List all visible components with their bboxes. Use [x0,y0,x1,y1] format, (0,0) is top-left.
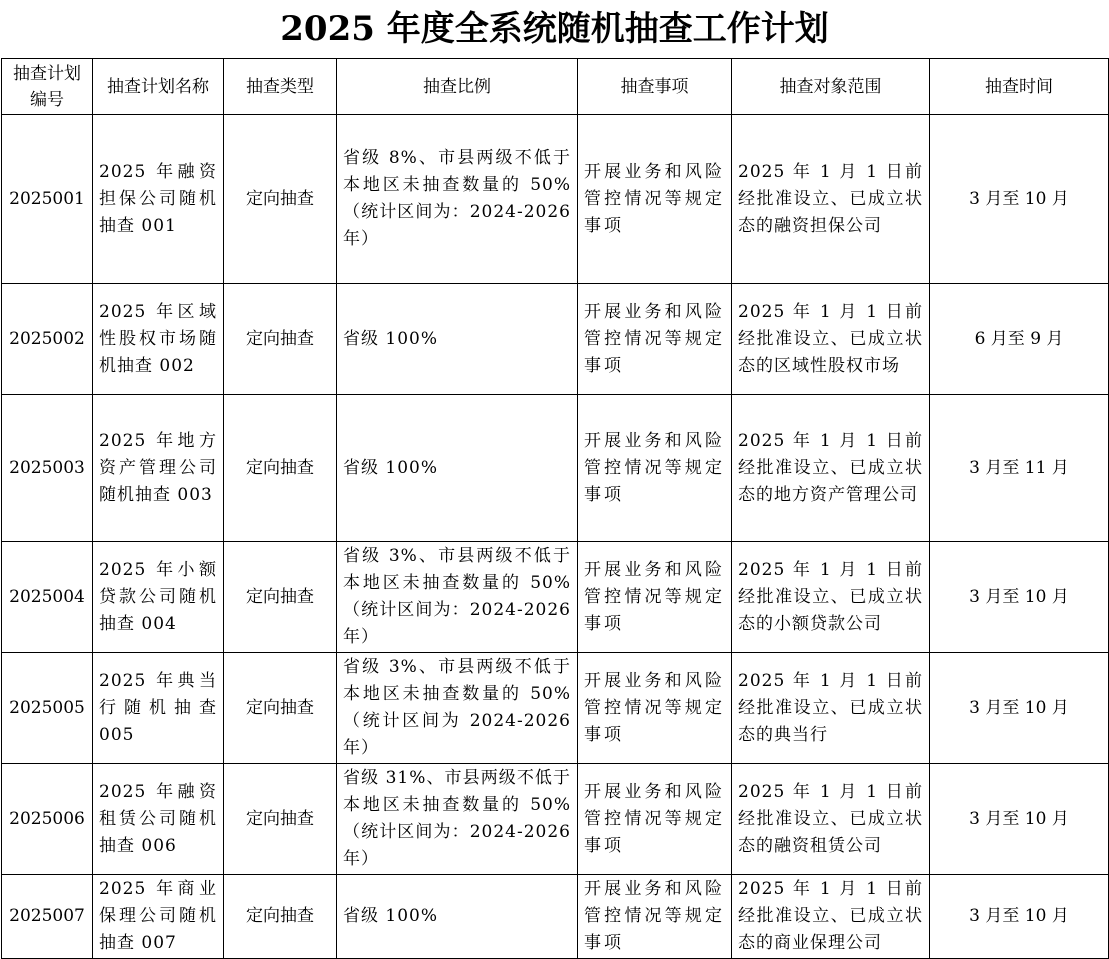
page-title: 2025 年度全系统随机抽查工作计划 [280,9,829,49]
plan-time: 3 月至 10 月 [930,875,1109,959]
plan-type: 定向抽查 [224,875,337,959]
header-plan-name: 抽查计划名称 [93,59,224,115]
plan-scope: 2025 年 1 月 1 日前经批准设立、已成立状态的商业保理公司 [732,875,930,959]
table-row [2,395,1109,542]
header-ratio: 抽查比例 [337,59,578,115]
plan-ratio: 省级 3%、市县两级不低于本地区未抽查数量的 50%（统计区间为 2024-2026 年） [337,653,578,764]
plan-items: 开展业务和风险管控情况等规定事项 [578,395,732,542]
plan-name: 2025 年地方资产管理公司随机抽查 003 [93,395,224,542]
plan-items: 开展业务和风险管控情况等规定事项 [578,284,732,395]
header-row [2,59,1109,115]
plan-name: 2025 年融资担保公司随机抽查 001 [93,115,224,284]
plan-items: 开展业务和风险管控情况等规定事项 [578,115,732,284]
plan-id: 2025003 [2,395,93,542]
plan-type: 定向抽查 [224,764,337,875]
plan-time: 3 月至 10 月 [930,542,1109,653]
plan-id: 2025006 [2,764,93,875]
plan-id: 2025002 [2,284,93,395]
plan-items: 开展业务和风险管控情况等规定事项 [578,653,732,764]
plan-ratio: 省级 8%、市县两级不低于本地区未抽查数量的 50%（统计区间为：2024-2026 年） [337,115,578,284]
plan-id: 2025005 [2,653,93,764]
table-row [2,284,1109,395]
header-type: 抽查类型 [224,59,337,115]
plan-items: 开展业务和风险管控情况等规定事项 [578,542,732,653]
plan-scope: 2025 年 1 月 1 日前经批准设立、已成立状态的地方资产管理公司 [732,395,930,542]
plan-table [1,58,1109,959]
plan-scope: 2025 年 1 月 1 日前经批准设立、已成立状态的融资租赁公司 [732,764,930,875]
plan-name: 2025 年融资租赁公司随机抽查 006 [93,764,224,875]
table-row [2,542,1109,653]
plan-name: 2025 年典当行随机抽查 005 [93,653,224,764]
plan-scope: 2025 年 1 月 1 日前经批准设立、已成立状态的典当行 [732,653,930,764]
plan-type: 定向抽查 [224,542,337,653]
table-row [2,115,1109,284]
plan-name: 2025 年小额贷款公司随机抽查 004 [93,542,224,653]
plan-time: 3 月至 10 月 [930,764,1109,875]
plan-scope: 2025 年 1 月 1 日前经批准设立、已成立状态的区域性股权市场 [732,284,930,395]
plan-ratio: 省级 3%、市县两级不低于本地区未抽查数量的 50%（统计区间为：2024-2026 年） [337,542,578,653]
plan-name: 2025 年商业保理公司随机抽查 007 [93,875,224,959]
plan-ratio: 省级 100% [337,284,578,395]
header-time: 抽查时间 [930,59,1109,115]
plan-type: 定向抽查 [224,653,337,764]
plan-type: 定向抽查 [224,284,337,395]
plan-time: 3 月至 10 月 [930,115,1109,284]
plan-name: 2025 年区域性股权市场随机抽查 002 [93,284,224,395]
plan-type: 定向抽查 [224,115,337,284]
plan-id: 2025007 [2,875,93,959]
plan-scope: 2025 年 1 月 1 日前经批准设立、已成立状态的小额贷款公司 [732,542,930,653]
plan-items: 开展业务和风险管控情况等规定事项 [578,875,732,959]
plan-time: 3 月至 11 月 [930,395,1109,542]
plan-time: 6 月至 9 月 [930,284,1109,395]
plan-id: 2025001 [2,115,93,284]
table-row [2,653,1109,764]
plan-items: 开展业务和风险管控情况等规定事项 [578,764,732,875]
plan-time: 3 月至 10 月 [930,653,1109,764]
plan-ratio: 省级 31%、市县两级不低于本地区未抽查数量的 50%（统计区间为：2024-2026 年） [337,764,578,875]
table-row [2,875,1109,959]
header-plan-no: 抽查计划编号 [2,59,93,115]
plan-scope: 2025 年 1 月 1 日前经批准设立、已成立状态的融资担保公司 [732,115,930,284]
plan-ratio: 省级 100% [337,395,578,542]
plan-type: 定向抽查 [224,395,337,542]
plan-ratio: 省级 100% [337,875,578,959]
header-scope: 抽查对象范围 [732,59,930,115]
header-items: 抽查事项 [578,59,732,115]
table-row [2,764,1109,875]
plan-id: 2025004 [2,542,93,653]
